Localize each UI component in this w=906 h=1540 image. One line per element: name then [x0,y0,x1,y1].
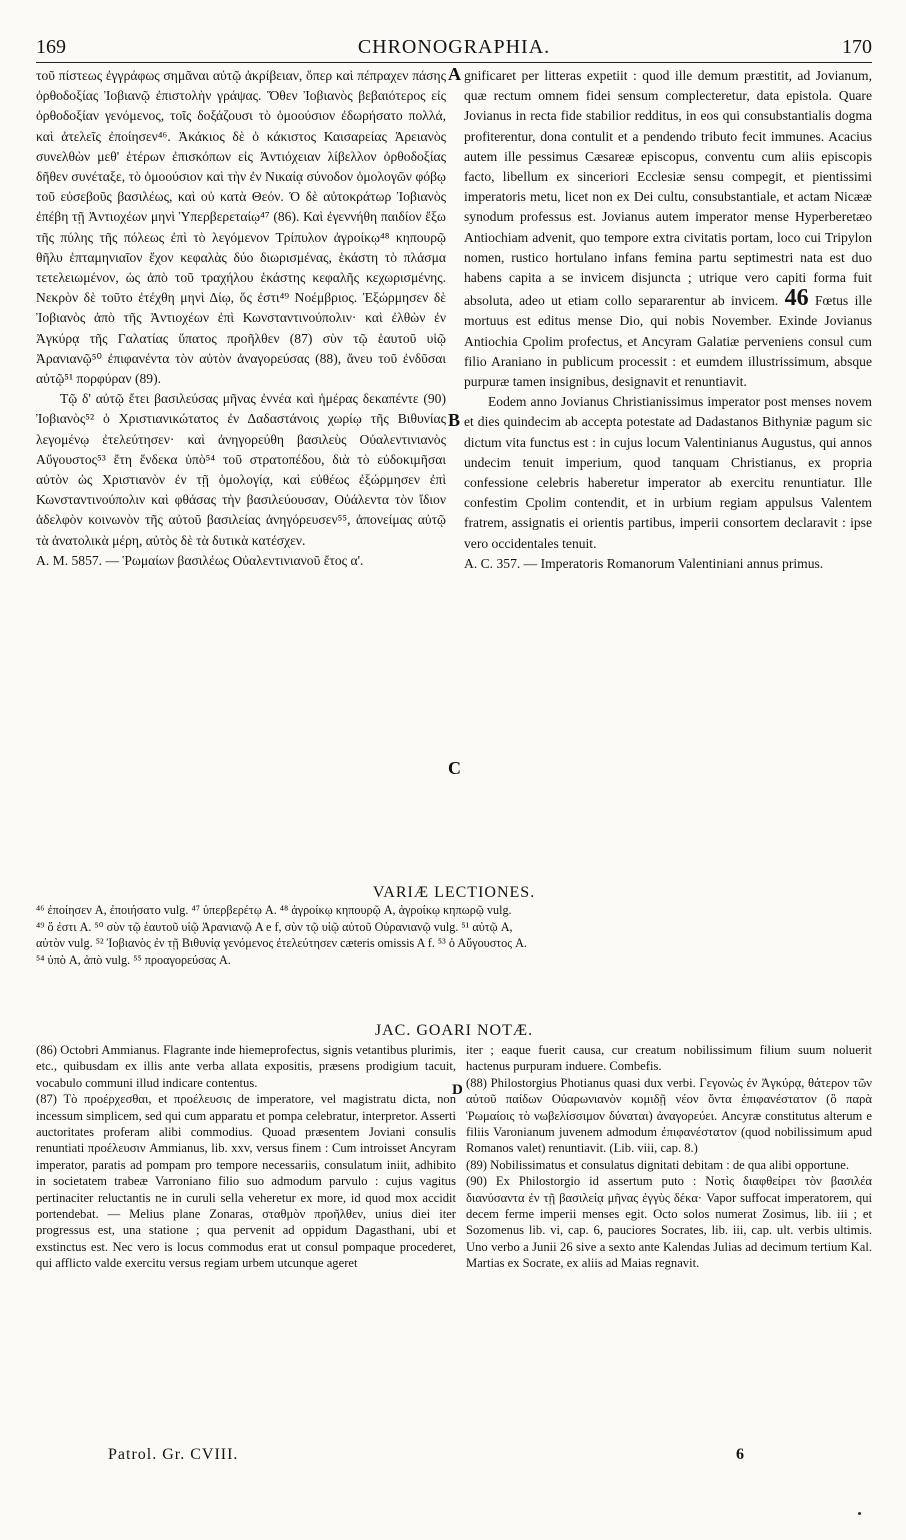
margin-letter-b: B [448,410,461,430]
column-number-46: 46 [784,285,809,312]
notes-left-column [36,1042,456,1272]
variae-line-3: αὐτὸν vulg. ⁵² Ἰοβιανὸς ἐν τῇ Βιθυνίᾳ γενόμενος ἐτελεύτησεν cæteris omissis A f. ⁵³ ὁ Αὔγουστος A. [36,936,527,951]
latin-paragraph-1-text: gnificaret per litteras expetiit : quod ille demum præstitit, ad Jovianum, quæ rectum omnem fidei sensum complecteretur, data epistola. Quare Jovianus in recta fide stabilior redditus, in eos qui consubstantialis dogma profiterentur, dona contulit et a pendendo tributo fecit immunes. Acacius autem ille pessimus Cæsareæ episcopus, conventu cum aliis episcopis facto, libellum ex sinceriori Ecclesiæ sensu compegit, et pientissimi imperatoris metu, licet non ex Dei cultu, consubstantiale, et actam Nicææ synodum professus est. Jovianus autem imperator mense Hyperberetæo Antiochiam advenit, quo tempore extra civitatis portam, loco cui Tripylon nomen, rustico hortulano infans femina partu septimestri nata est duo habens capita a se invicem disjuncta ; utrique vero capiti forma fuit absoluta, adeo ut etiam collo separarentur ab invicem. [464,68,872,309]
variae-line-4: ⁵⁴ ὑπὸ A, ἀπὸ vulg. ⁵⁵ προαγορεύσας A. [36,952,231,967]
variae-title: VARIÆ LECTIONES. [372,884,536,901]
running-header [36,36,872,63]
note-89: (89) Nobilissimatus et consulatus dignitati debitam : de qua alibi opportune. [466,1157,849,1172]
note-87: (87) Τὸ προέρχεσθαι, et προέλευσις de imperatore, vel magistratu dicta, non incessum simplicem, sed qui cum apparatu et pompa celebratur, interpretor. Asserti auctoritates proferam alibi commodius. Quoad præsentem Joviani consulis renuntiati προέλευσιν Ammianus, lib. xxv, versus finem : Cum introisset Ancyram imperator, paratis ad pompam pro tempore necessariis, consulatum iniit, adhibito in societatem trabeæ Varroniano filio suo admodum parvulo : cujus vagitus pertinaciter reluctantis ne in curuli sella veheretur ex more, id quod mox accidit portendebat. — Melius plane Zonaras, σταθμὸν προῆλθεν, unius diei iter progressus est, una statione ; qua pervenit ad oppidum Dagasthani, ubi et exstinctus est. Nec vero is locus commodus erat ut consul pompaque procederet, qui afflicto valde exercitu versus regiam urbem utcunque ageret [36,1092,456,1271]
greek-paragraph-1: τοῦ πίστεως ἐγγράφως σημᾶναι αὐτῷ ἀκρίβειαν, ὅπερ καὶ πέπραχεν πάσης ὀρθοδοξίας Ἰοβιανῷ ἐπιστολὴν γράψας. Ὅθεν Ἰοβιανὸς βεβαιότερος εἰς ὀρθοδοξίαν γενόμενος, τοῖς δοξάζουσι τὸ ὁμοούσιον ἐδωρήσατο πολλά, καὶ ἀτελεῖς ἐποίησεν⁴⁶. Ἀκάκιος δὲ ὁ κάκιστος Καισαρείας Ἀρειανὸς συνελθὼν μεθ' ἑτέρων ἐπισκόπων εἰς Ἀντιόχειαν λίβελλον ὀρθοδοξίας δῆθεν συνέταξε, τὸ ὁμοούσιον καὶ τὴν ἐν Νικαίᾳ σύνοδον ὁμολογῶν φόβῳ τοῦ εὐσεβοῦς βασιλέως, καὶ οὐ κατὰ Θεόν. Ὁ δὲ αὐτοκράτωρ Ἰοβιανὸς ἐπέβη τῇ Ἀντιοχέων μηνὶ Ὑπερβερεταίῳ⁴⁷ (86). Καὶ ἐγεννήθη παιδίον ἔξω τῆς πύλης τῆς πόλεως ἐπὶ τὸ λεγόμενον Τρίπυλον ἀγροίκῳ⁴⁸ κηπουρῷ θῆλυ ἑπταμηνιαῖον ἔχον κεφαλὰς δύο διωρισμένας, ἑκάστη τὸ πλάσμα τετελειωμένον, ὡς ἀπὸ τοῦ τραχήλου ἑκάστης κεφαλῆς κεχωρισμένης. Νεκρὸν δὲ τοῦτο ἐτέχθη μηνὶ Δίῳ, ὅς ἐστι⁴⁹ Νοέμβριος. Ἐξώρμησεν δὲ Ἰοβιανὸς ἀπὸ τῆς Ἀντιοχέων ἐπὶ Κωνσταντινούπολιν· καὶ ἐλθὼν ἐν Ἀγκύρᾳ τῆς Γαλατίας ὕπατος προῆλθεν (87) σὺν τῷ ἑαυτοῦ υἱῷ Ἀρανιανῷ⁵⁰ ἐπιφανέντα τὸν αὐτὸν ἀναγορεύσας (88), ἄνευ τοῦ ἐνδῦσαι αὐτῷ⁵¹ πορφύραν (89). [36,68,446,387]
latin-paragraph-1 [464,66,872,392]
note-87-continuation: iter ; eaque fuerit causa, cur creatum nobilissimum filium suum noluerit hactenus purpuram induere. Combefis. [466,1043,872,1074]
greek-paragraph-2: Τῷ δ' αὐτῷ ἔτει βασιλεύσας μῆνας ἐννέα καὶ ἡμέρας δεκαπέντε (90) Ἰοβιανὸς⁵² ὁ Χριστιανικώτατος ἐν Δαδαστάνοις χωρίῳ τῆς Βιθυνίας λεγομένῳ ἐτελεύτησεν· καὶ ἀνηγορεύθη βασιλεὺς Οὐαλεντινιανὸς Αὔγουστος⁵³ ἔτη ἕνδεκα ὑπὸ⁵⁴ τοῦ στρατοπέδου, διὰ τὸ εὐδοκιμῆσαι αὐτὸν ὡς Χριστιανὸν ἐν τῇ ὁμολογίᾳ, καὶ εὐθέως ἐξώρμησεν ἐπὶ Κωνσταντινούπολιν καὶ φθάσας τὴν βασιλεύουσαν, Οὐάλεντα τὸν ἴδιον ἀδελφὸν κοινωνὸν τῆς αὐτοῦ βασιλείας ἀνηγόρευσεν⁵⁵, ἀπονείμας αὐτῷ τὰ ἀνατολικὰ μέρη, αὐτὸς δὲ τὰ δυτικὰ κατέσχεν. [36,391,446,548]
ink-speck [858,1512,861,1515]
variae-line-2: ⁴⁹ ὅ ἐστι A. ⁵⁰ σὺν τῷ ἑαυτοῦ υἱῷ Ἀρανιανῷ A e f, σὺν τῷ υἱῷ αὐτοῦ Οὐρανιανῷ vulg. ⁵¹ αὐτῷ A, [36,919,513,934]
margin-letter-a: A [448,64,461,84]
margin-letter-c: C [448,758,461,778]
latin-column [464,66,872,574]
latin-paragraph-2: Eodem anno Jovianus Christianissimus imperator post menses novem et dies quindecim ab accepta potestate ad Dadastanos Bithyniæ pagum sic dictum vita functus est : in cujus locum Valentinianus Augustus, qui annos undecim tenuit imperium, quod tanquam Christianus, ex propria confessione celebris haberetur imperator ab exercitu renuntiatur. Ille confestim Cpolim contendit, et in urbium regiam appulsus Valentem fratrem, assignatis ei orientis partibus, imperii consortem declaravit : ipse vero occidentales tenuit. [464,394,872,551]
note-90: (90) Ex Philostorgio id assertum puto : Νοτὶς διαφθείρει τὸν βασιλέα διανύσαντα ἐν τῇ βασιλείᾳ μῆνας ἐγγὺς δέκα· Vapor suffocat imperatorem, qui decem ferme imperii menses egit. Octo solos numerat Zosimus, lib. iii ; et Sozomenus lib. vi, cap. 6, pauciores Socrates, lib. iii, cap. ult. verbis ultimis. Uno verbo a Junii 26 sive a sexto ante Kalendas Julias ad decimum tertium Kal. Martias ex Socrate, ex aliis ad Maias regnavit. [466,1174,872,1271]
greek-annus-mundi: A. M. 5857. — Ῥωμαίων βασιλέως Οὐαλεντινιανοῦ ἔτος α'. [36,552,364,568]
variae-line-1: ⁴⁶ ἐποίησεν A, ἐποιήσατο vulg. ⁴⁷ ὑπερβερέτῳ A. ⁴⁸ ἀγροίκῳ κηπουρῷ A, ἀγροίκῳ κηπωρῷ vulg. [36,903,512,917]
page-number-right: 170 [842,36,872,58]
footer-signature: Patrol. Gr. CVIII. [108,1446,239,1463]
margin-letter-d: D [452,1082,463,1098]
latin-annus-christi: A. C. 357. — Imperatoris Romanorum Valentiniani annus primus. [464,555,824,571]
note-88: (88) Philostorgius Photianus quasi dux verbi. Γεγονὼς ἐν Ἀγκύρᾳ, θάτερον τῶν αὐτοῦ παίδων Οὐαρωνιανὸν κομιδῇ νέον ὄντα ἐπιφανέστατον (ὃ παρὰ Ῥωμαίοις τὸ νωβελίσσιμον δύναται) ἀναγορεύει. Ancyræ constitutus alterum e filiis Varonianum juvenem admodum ἐπιφανέστατον (quod nobilissimum apud Romanos valet) renuntiavit. (Lib. viii, cap. 8.) [466,1075,872,1156]
note-86: (86) Octobri Ammianus. Flagrante inde hiemeprofectus, signis vetantibus plurimis, etc., quibusdam ex illis ante verba allata expositis, præsens prodigium tacuit, vocabulo communi illud indicare contentus. [36,1043,456,1090]
footer-sheet-number: 6 [736,1446,744,1463]
page-number-left: 169 [36,36,66,58]
variae-lectiones [36,902,872,968]
notes-right-column [466,1042,872,1272]
latin-paragraph-1-cont: Fœtus ille mortuus est editus mense Dio, qui nobis November. Exinde Jovianus Antiochia Cpolim profectus, et Ancyram Galatiæ perveniens consul cum filio Araniano in publicum processit : et eumdem illustrissimum, absque purpuræ tamen insignibus, designavit et renuntiavit. [464,293,872,390]
notes-title: JAC. GOARI NOTÆ. [374,1022,534,1039]
greek-column [36,66,446,571]
page-title: CHRONOGRAPHIA. [357,36,551,58]
